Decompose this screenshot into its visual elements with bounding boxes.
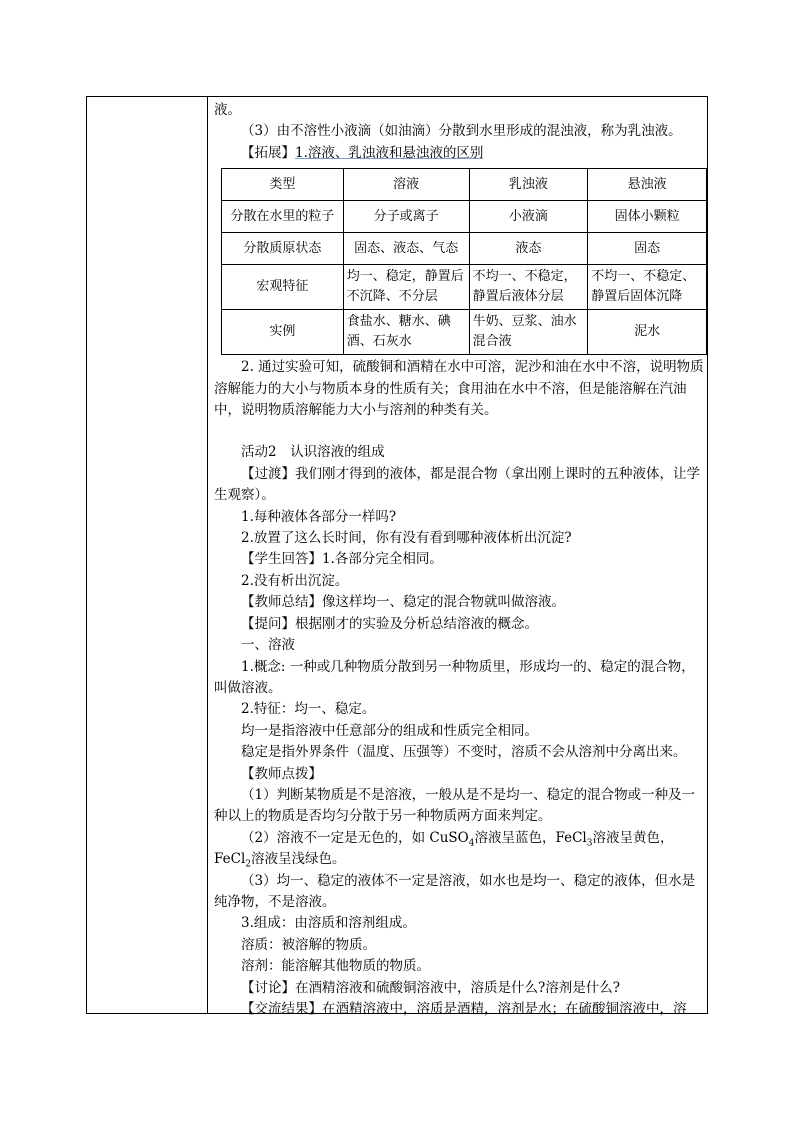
- extension-tag: 【拓展】: [241, 144, 295, 161]
- table-header-row: [222, 169, 707, 201]
- question-1: 1.每种液体各部分一样吗?: [241, 508, 397, 525]
- table-cell: 宏观特征: [222, 265, 344, 310]
- activity-heading: 活动2 认识溶液的组成: [241, 444, 385, 461]
- composition-line: 3.组成：由溶质和溶剂组成。: [241, 915, 416, 932]
- table-row: [222, 201, 707, 233]
- table-cell: 分散质原状态: [222, 233, 344, 265]
- stable-line: 稳定是指外界条件（温度、压强等）不变时，溶质不会从溶剂中分离出来。: [241, 744, 687, 761]
- concept-paragraph: 1.概念: 一种或几种物质分散到另一种物质里，形成均一的、稳定的混合物，叫做溶液。: [214, 658, 695, 696]
- solute-line: 溶质：被溶解的物质。: [241, 936, 376, 953]
- table-cell: 不均一、不稳定、静置后固体沉降: [588, 265, 707, 310]
- extension-heading: [214, 143, 706, 164]
- solvent-line: 溶剂：能溶解其他物质的物质。: [241, 958, 430, 975]
- uniform-line: 均一是指溶液中任意部分的组成和性质完全相同。: [241, 722, 538, 739]
- table-cell: 分散在水里的粒子: [222, 201, 344, 233]
- table-cell: 泥水: [588, 310, 707, 355]
- subscript: 4: [468, 838, 475, 849]
- table-cell: 实例: [222, 310, 344, 355]
- table-cell: 分子或离子: [343, 201, 469, 233]
- subscript: 3: [586, 838, 593, 849]
- spacer: [214, 421, 706, 442]
- column-divider: [207, 97, 208, 1013]
- lesson-table-frame: [86, 96, 708, 1017]
- subscript: 2: [245, 859, 251, 870]
- table-cell: 固体小颗粒: [588, 201, 707, 233]
- table-cell: 固态、液态、气态: [343, 233, 469, 265]
- tip-2: [214, 828, 706, 871]
- table-row: [222, 310, 707, 355]
- table-cell: 固态: [588, 233, 707, 265]
- continued-text: 液。: [214, 102, 241, 118]
- table-cell: 牛奶、豆浆、油水混合液: [469, 310, 588, 355]
- lesson-content: [214, 100, 706, 1020]
- tip-1: （1）判断某物质是不是溶液，一般从是不是均一、稳定的混合物或一种及一种以上的物质是否均匀分散于另一种物质两方面来判定。: [214, 786, 696, 825]
- table-header-cell: 溶液: [343, 169, 469, 201]
- tip-2-text: 溶液呈浅绿色。: [251, 851, 346, 868]
- teacher-tips-heading: 【教师点拨】: [241, 765, 322, 782]
- tip-3: （3）均一、稳定的液体不一定是溶液，如水也是均一、稳定的液体，但水是纯净物，不是溶液。: [214, 872, 696, 910]
- table-row: [222, 265, 707, 310]
- result-line: 【交流结果】在酒精溶液中，溶质是酒精，溶剂是水；在硫酸铜溶液中，溶: [241, 1001, 687, 1017]
- tip-2-text: （2）溶液不一定是无色的，如 CuSO: [241, 829, 469, 846]
- tip-2-text: 溶液呈蓝色，FeCl: [474, 829, 587, 846]
- table-header-cell: 类型: [222, 169, 344, 201]
- table-cell: 食盐水、糖水、碘酒、石灰水: [343, 310, 469, 355]
- solubility-paragraph: 2. 通过实验可知，硫酸铜和酒精在水中可溶，泥沙和油在水中不溶，说明物质溶解能力的大小与物质本身的性质有关；食用油在水中不溶，但是能溶解在汽油中，说明物质溶解能力大小与溶剂的种类有关。: [214, 359, 704, 419]
- section-heading: 一、溶液: [241, 637, 295, 654]
- table-row: [222, 233, 707, 265]
- tip-2-text: 溶液呈黄色，FeCl: [214, 829, 674, 868]
- table-cell: 均一、稳定，静置后不沉降、不分层: [343, 265, 469, 310]
- question-prompt: 【提问】根据刚才的实验及分析总结溶液的概念。: [241, 615, 538, 632]
- student-answer-2: 2.没有析出沉淀。: [241, 572, 349, 589]
- table-cell: 不均一、不稳定，静置后液体分层: [469, 265, 588, 310]
- emulsion-definition: （3）由不溶性小液滴（如油滴）分散到水里形成的混浊液，称为乳浊液。: [241, 123, 682, 140]
- transition-paragraph: 【过渡】我们刚才得到的液体，都是混合物（拿出刚上课时的五种液体，让学生观察）。: [214, 465, 700, 504]
- table-cell: 液态: [469, 233, 588, 265]
- comparison-table: [221, 168, 707, 355]
- student-answer-1: 【学生回答】1.各部分完全相同。: [241, 551, 443, 568]
- table-cell: 小液滴: [469, 201, 588, 233]
- question-2: 2.放置了这么长时间，你有没有看到哪种液体析出沉淀?: [241, 530, 572, 547]
- table-header-cell: 乳浊液: [469, 169, 588, 201]
- table-header-cell: 悬浊液: [588, 169, 707, 201]
- teacher-summary: 【教师总结】像这样均一、稳定的混合物就叫做溶液。: [241, 594, 565, 611]
- discussion-line: 【讨论】在酒精溶液和硫酸铜溶液中，溶质是什么?溶剂是什么?: [241, 979, 620, 996]
- feature-line: 2.特征：均一、稳定。: [241, 701, 376, 718]
- extension-title: 1.溶液、乳浊液和悬浊液的区别: [295, 144, 484, 161]
